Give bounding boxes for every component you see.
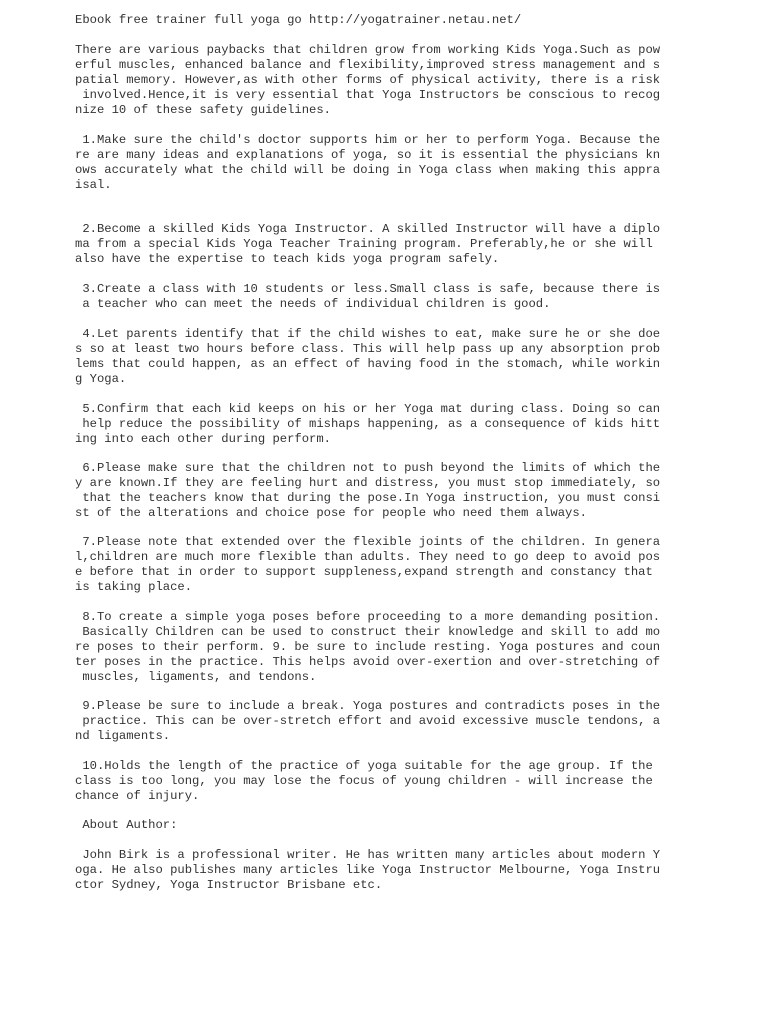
tip-7-line: is taking place. bbox=[75, 580, 193, 594]
document-header: Ebook free trainer full yoga go http://yogatrainer.netau.net/ bbox=[75, 13, 522, 27]
tip-2-line: 2.Become a skilled Kids Yoga Instructor. A skilled Instructor will have a diplo bbox=[75, 222, 661, 236]
intro-line: patial memory. However,as with other forms of physical activity, there is a risk bbox=[75, 73, 661, 87]
tip-9-line: 9.Please be sure to include a break. Yoga postures and contradicts poses in the bbox=[75, 699, 661, 713]
author-bio-line: ctor Sydney, Yoga Instructor Brisbane etc. bbox=[75, 878, 383, 892]
tip-9-line: practice. This can be over-stretch effort and avoid excessive muscle tendons, a bbox=[75, 714, 661, 728]
tip-1-line: isal. bbox=[75, 178, 112, 192]
tip-3-line: 3.Create a class with 10 students or less.Small class is safe, because there is bbox=[75, 282, 661, 296]
tip-2-line: also have the expertise to teach kids yoga program safely. bbox=[75, 252, 500, 266]
tip-4-line: g Yoga. bbox=[75, 372, 127, 386]
tip-1-line: ows accurately what the child will be doing in Yoga class when making this appra bbox=[75, 163, 661, 177]
tip-7-line: l,children are much more flexible than adults. They need to go deep to avoid pos bbox=[75, 550, 661, 564]
tip-8-line: re poses to their perform. 9. be sure to include resting. Yoga postures and coun bbox=[75, 640, 661, 654]
intro-line: nize 10 of these safety guidelines. bbox=[75, 103, 331, 117]
tip-5-line: help reduce the possibility of mishaps happening, as a consequence of kids hitt bbox=[75, 417, 661, 431]
tip-5-line: ing into each other during perform. bbox=[75, 432, 331, 446]
tip-4-line: 4.Let parents identify that if the child wishes to eat, make sure he or she doe bbox=[75, 327, 661, 341]
tip-2-line: ma from a special Kids Yoga Teacher Training program. Preferably,he or she will bbox=[75, 237, 653, 251]
tip-3-line: a teacher who can meet the needs of individual children is good. bbox=[75, 297, 551, 311]
tip-8-line: muscles, ligaments, and tendons. bbox=[75, 670, 317, 684]
tip-10-line: class is too long, you may lose the focus of young children - will increase the bbox=[75, 774, 653, 788]
tip-10-line: chance of injury. bbox=[75, 789, 200, 803]
tip-6-line: st of the alterations and choice pose for people who need them always. bbox=[75, 506, 587, 520]
tip-6-line: 6.Please make sure that the children not to push beyond the limits of which the bbox=[75, 461, 661, 475]
tip-7-line: 7.Please note that extended over the flexible joints of the children. In genera bbox=[75, 535, 661, 549]
tip-1-line: re are many ideas and explanations of yoga, so it is essential the physicians kn bbox=[75, 148, 661, 162]
tip-4-line: s so at least two hours before class. This will help pass up any absorption prob bbox=[75, 342, 661, 356]
tip-6-line: that the teachers know that during the pose.In Yoga instruction, you must consi bbox=[75, 491, 661, 505]
tip-6-line: y are known.If they are feeling hurt and distress, you must stop immediately, so bbox=[75, 476, 661, 490]
tip-8-line: Basically Children can be used to construct their knowledge and skill to add mo bbox=[75, 625, 661, 639]
tip-1-line: 1.Make sure the child's doctor supports him or her to perform Yoga. Because the bbox=[75, 133, 661, 147]
tip-9-line: nd ligaments. bbox=[75, 729, 171, 743]
author-bio-line: John Birk is a professional writer. He has written many articles about modern Y bbox=[75, 848, 661, 862]
intro-line: involved.Hence,it is very essential that Yoga Instructors be conscious to recog bbox=[75, 88, 661, 102]
tip-8-line: ter poses in the practice. This helps avoid over-exertion and over-stretching of bbox=[75, 655, 661, 669]
tip-8-line: 8.To create a simple yoga poses before proceeding to a more demanding position. bbox=[75, 610, 661, 624]
tip-7-line: e before that in order to support suppleness,expand strength and constancy that bbox=[75, 565, 653, 579]
about-author-heading: About Author: bbox=[75, 818, 178, 832]
tip-4-line: lems that could happen, as an effect of having food in the stomach, while workin bbox=[75, 357, 661, 371]
intro-line: There are various paybacks that children grow from working Kids Yoga.Such as pow bbox=[75, 43, 661, 57]
tip-10-line: 10.Holds the length of the practice of yoga suitable for the age group. If the bbox=[75, 759, 653, 773]
author-bio-line: oga. He also publishes many articles like Yoga Instructor Melbourne, Yoga Instru bbox=[75, 863, 661, 877]
intro-line: erful muscles, enhanced balance and flexibility,improved stress management and s bbox=[75, 58, 661, 72]
tip-5-line: 5.Confirm that each kid keeps on his or her Yoga mat during class. Doing so can bbox=[75, 402, 661, 416]
